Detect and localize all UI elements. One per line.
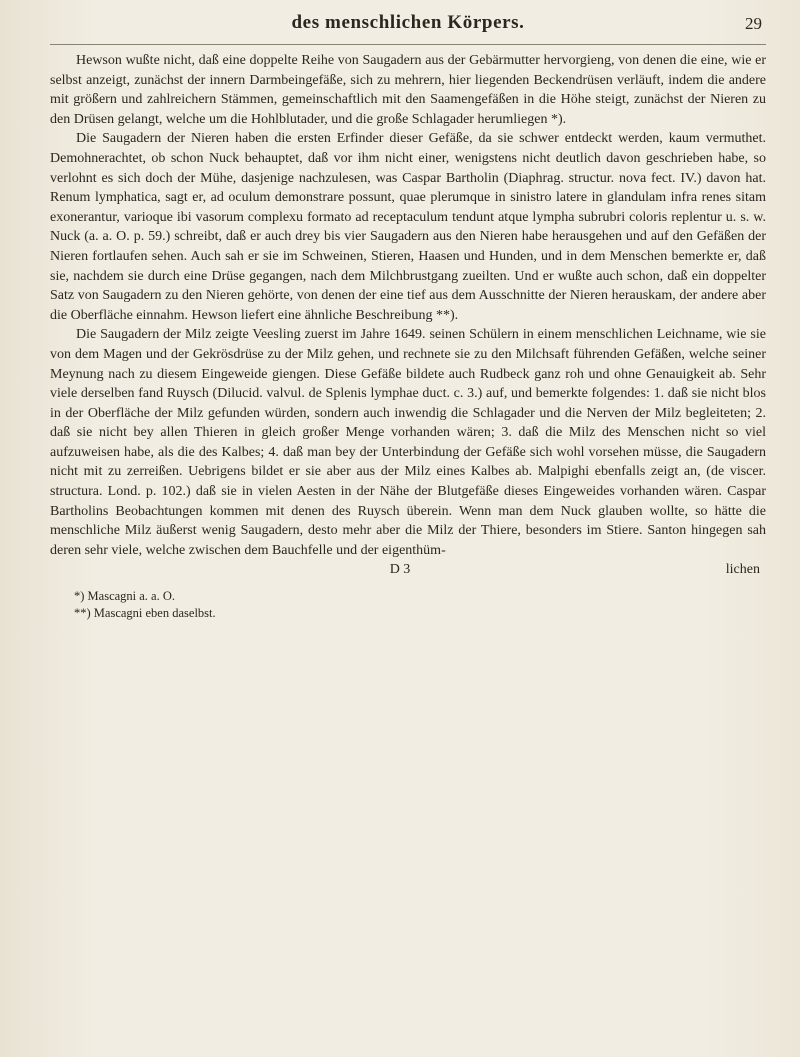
footnote: **) Mascagni eben daselbst. (74, 606, 216, 621)
catchword: lichen (725, 562, 760, 578)
footnote: *) Mascagni a. a. O. (74, 589, 176, 604)
paragraph: Hewson wußte nicht, daß eine doppelte Reihe von Saugadern aus der Gebärmutter hervorgieng, von denen die eine, wie er selbst anzeigt, zunächst der innern Darmbeingefäße, sich zu mehrern, hier liegenden Beckendrüsen verläuft, indem die andere mit größern und zahlreichern Stämmen, gemeinschaftlich mit den Saamengefäßen in die Höhe steigt, zunächst der Nieren zu den Drüsen gelangt, welche um die Hohlblutader, und die große Schlagader herumliegen *). (50, 53, 766, 127)
footnotes (50, 588, 766, 622)
page-number: 29 (745, 14, 762, 33)
page-signature-line (50, 562, 766, 584)
paragraph: Die Saugadern der Nieren haben die ersten Erfinder dieser Gefäße, da sie schwer entdeckt werden, kaum vermuthet. Demohnerachtet, ob schon Nuck behauptet, daß vor ihm nicht einer, wenigstens nicht deutlich davon geschrieben habe, so verlohnt es sich doch der Mühe, dasjenige nachzulesen, was Caspar Bartholin (Diaphrag. structur. nova fect. IV.) davon hat. Renum lymphatica, sagt er, ad oculum demonstrare possunt, quae plerumque in sinistro latere in glandulam infra renes sitam exonerantur, varioque ibi vasorum complexu formato ad receptaculum tendunt atque lympha subrubri coloris replentur u. s. w. Nuck (a. a. O. p. 59.) schreibt, daß er auch drey bis vier Saugadern aus den Nieren habe herausgehen und auf den Gefäßen der Nieren fortlaufen sehen. Auch sah er sie im Schweinen, Stieren, Haasen und Hunden, und in dem Menschen bemerkte er, daß sie, nachdem sie durch eine Drüse gegangen, nach dem Milchbrustgang zueilten. Und er wußte auch schon, daß ein doppelter Satz von Saugadern zu den Nieren gehörte, von denen der eine tief aus dem Ausschnitte der Nieren herauskam, der andere aber die Oberfläche einnahm. Hewson liefert eine ähnliche Beschreibung **). (50, 131, 766, 323)
body-text (50, 51, 766, 560)
page-header (50, 0, 766, 45)
signature-mark: D 3 (389, 562, 411, 578)
paragraph: Die Saugadern der Milz zeigte Veesling zuerst im Jahre 1649. seinen Schülern in einem menschlichen Leichname, wie sie von dem Magen und der Gekrösdrüse zu der Milz gehen, und rechnete sie zu den Milchsaft führenden Gefäßen, welche seiner Meynung nach zu diesem Eingeweide giengen. Diese Gefäße bildete auch Rudbeck ganz roh und ohne Genauigkeit ab. Sehr viele derselben fand Ruysch (Dilucid. valvul. de Splenis lymphae duct. c. 3.) auf, und bemerkte folgendes: 1. daß sie nicht blos in der Oberfläche der Milz gefunden würden, sondern auch inwendig die Schlagader und die Nerven der Milz begleiteten; 2. daß sie nicht bey allen Thieren in gleich großer Menge vorhanden wären; 3. daß die Milz des Menschen nicht so viel aufzuweisen habe, als die des Kalbes; 4. daß man bey der Unterbindung der Gefäße sich wohl vorsehen müsse, die Saugadern nicht mit zu zerreißen. Uebrigens bildet er sie aber aus der Milz eines Kalbes ab. Malpighi ebenfalls zeigt an, (de viscer. structura. Lond. p. 102.) daß sie in vielen Aesten in der Nähe der Blutgefäße dieses Eingeweides vorhanden wären. Caspar Bartholins Beobachtungen kommen mit denen des Ruysch überein. Wenn man dem Nuck glauben wollte, so hätte die menschliche Milz äußerst wenig Saugadern, desto mehr aber die Milz der Thiere, besonders im Stiere. Santon hingegen sah deren sehr viele, welche zwischen dem Bauchfelle und der eigenthüm- (50, 327, 766, 558)
running-title: des menschlichen Körpers. (291, 12, 525, 33)
